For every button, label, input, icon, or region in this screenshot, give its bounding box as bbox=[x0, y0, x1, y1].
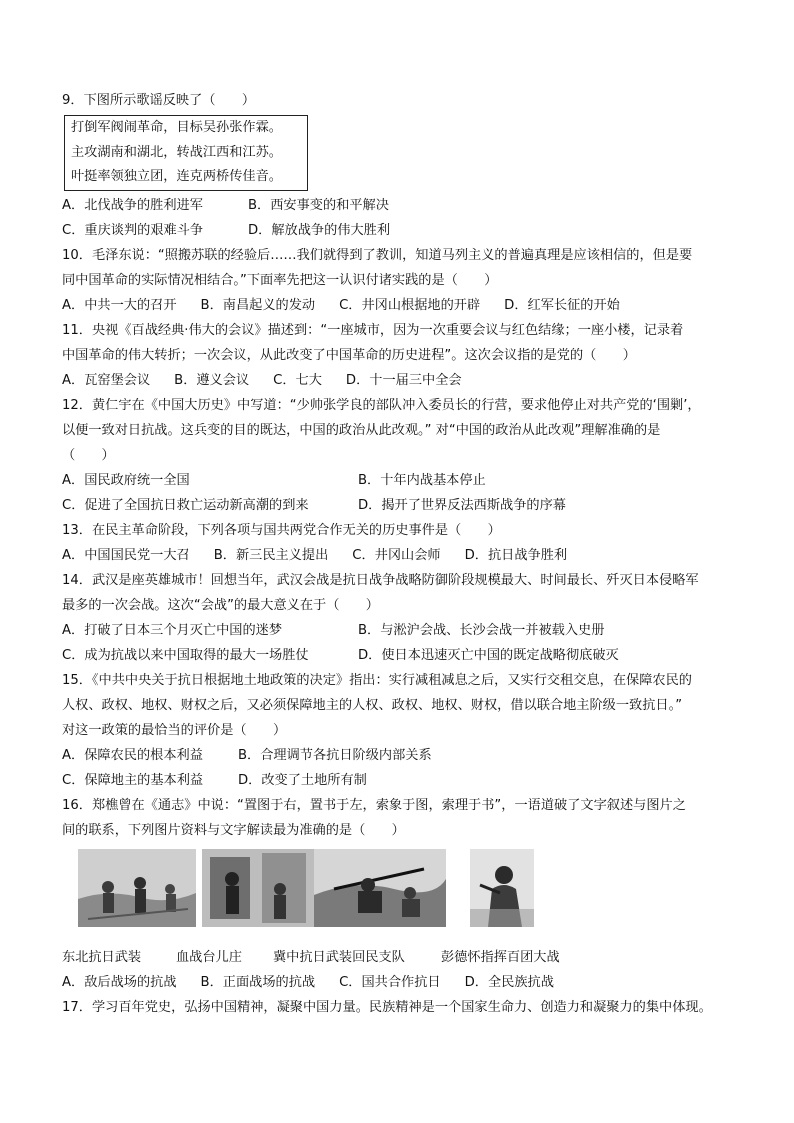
q11-options-row bbox=[62, 368, 752, 393]
q10-option-b[interactable]: B．南昌起义的发动 bbox=[200, 297, 316, 313]
q10-option-a[interactable]: A．中共一大的召开 bbox=[62, 297, 177, 313]
q14-stem-line: 14．武汉是座英雄城市！回想当年，武汉会战是抗日战争战略防御阶段规模最大、时间最长、歼灭日本侵略军 bbox=[62, 572, 699, 588]
q16-stem-line: 16．郑樵曾在《通志》中说：“置图于右，置书于左，索象于图，索理于书”，一语道破了文字叙述与图片之 bbox=[62, 797, 686, 813]
q14-options-row bbox=[62, 618, 752, 643]
q14-option-c[interactable]: C．成为抗战以来中国取得的最大一场胜仗 bbox=[62, 647, 309, 663]
caption-peng-dehuai-hundred-regiments: 彭德怀指挥百团大战 bbox=[441, 949, 560, 965]
q12-stem-line: 12．黄仁宇在《中国大历史》中写道：“少帅张学良的部队冲入委员长的行营，要求他停止对共产党的‘围剿’， bbox=[62, 397, 701, 413]
q16-options-row bbox=[62, 970, 752, 995]
q12-option-d[interactable]: D．揭开了世界反法西斯战争的序幕 bbox=[358, 497, 566, 513]
q12-options-row bbox=[62, 468, 752, 493]
q15-stem-line: 人权、政权、地权、财权之后，又必须保障地主的人权、政权、地权、财权，借以联合地主阶级一致抗日。” bbox=[62, 697, 683, 713]
q13-option-b[interactable]: B．新三民主义提出 bbox=[213, 547, 329, 563]
q13-options-row bbox=[62, 543, 752, 568]
q15-option-c[interactable]: C．保障地主的基本利益 bbox=[62, 772, 204, 788]
q10-option-d[interactable]: D．红军长征的开始 bbox=[504, 297, 620, 313]
q12-options-row bbox=[62, 493, 752, 518]
q17-stem: 17．学习百年党史，弘扬中国精神，凝聚中国力量。民族精神是一个国家生命力、创造力和凝聚力的集中体现。 bbox=[62, 999, 712, 1015]
q9-option-d[interactable]: D．解放战争的伟大胜利 bbox=[248, 222, 391, 238]
q15-option-d[interactable]: D．改变了土地所有制 bbox=[238, 772, 367, 788]
q14-option-a[interactable]: A．打破了日本三个月灭亡中国的迷梦 bbox=[62, 622, 283, 638]
q9-options-row bbox=[62, 193, 752, 218]
q11-option-b[interactable]: B．遵义会议 bbox=[174, 372, 250, 388]
q14-stem-line: 最多的一次会战。这次“会战”的最大意义在于（ ） bbox=[62, 597, 379, 613]
q15-options-row bbox=[62, 743, 752, 768]
q9-song-box bbox=[64, 115, 308, 191]
q16-captions-row bbox=[62, 945, 752, 970]
q12-option-b[interactable]: B．十年内战基本停止 bbox=[358, 472, 486, 488]
q16-option-b[interactable]: B．正面战场的抗战 bbox=[200, 974, 316, 990]
q9-song-line: 叶挺率领独立团，连克两桥传佳音。 bbox=[71, 169, 282, 184]
q14-options-row bbox=[62, 643, 752, 668]
caption-taierzhuang-battle: 血战台儿庄 bbox=[176, 949, 242, 965]
q10-stem-line: 同中国革命的实际情况相结合。”下面率先把这一认识付诸实践的是（ ） bbox=[62, 272, 498, 288]
photo-northeast-anti-japanese-forces bbox=[78, 849, 196, 927]
q15-option-b[interactable]: B．合理调节各抗日阶级内部关系 bbox=[238, 747, 432, 763]
q15-options-row bbox=[62, 768, 752, 793]
photo-taierzhuang-battle bbox=[202, 849, 314, 927]
q13-option-c[interactable]: C．井冈山会师 bbox=[352, 547, 441, 563]
photo-peng-dehuai-hundred-regiments bbox=[470, 849, 534, 927]
q15-stem-line: 对这一政策的最恰当的评价是（ ） bbox=[62, 722, 287, 738]
q10-option-c[interactable]: C．井冈山根据地的开辟 bbox=[339, 297, 481, 313]
q11-option-a[interactable]: A．瓦窑堡会议 bbox=[62, 372, 151, 388]
q9-option-c[interactable]: C．重庆谈判的艰难斗争 bbox=[62, 222, 204, 238]
q13-option-d[interactable]: D．抗日战争胜利 bbox=[464, 547, 568, 563]
q9-stem: 9．下图所示歌谣反映了（ ） bbox=[62, 93, 256, 108]
q10-stem-line: 10．毛泽东说：“照搬苏联的经验后……我们就得到了教训，知道马列主义的普遍真理是应该相信的，但是要 bbox=[62, 247, 693, 263]
q11-option-d[interactable]: D．十一届三中全会 bbox=[345, 372, 462, 388]
q11-stem-line: 中国革命的伟大转折；一次会议，从此改变了中国革命的历史进程”。这次会议指的是党的（ ） bbox=[62, 347, 636, 363]
q12-option-a[interactable]: A．国民政府统一全国 bbox=[62, 472, 190, 488]
caption-jizhong-hui-detachment: 冀中抗日武装回民支队 bbox=[273, 949, 405, 965]
q15-option-a[interactable]: A．保障农民的根本利益 bbox=[62, 747, 203, 763]
q16-option-d[interactable]: D．全民族抗战 bbox=[464, 974, 554, 990]
q10-options-row bbox=[62, 293, 752, 318]
q11-stem-line: 11．央视《百战经典·伟大的会议》描述到：“一座城市，因为一次重要会议与红色结缘；一座小楼，记录着 bbox=[62, 322, 684, 338]
q9-song-line: 主攻湖南和湖北，转战江西和江苏。 bbox=[71, 144, 282, 160]
q11-option-c[interactable]: C．七大 bbox=[273, 372, 322, 388]
q16-option-a[interactable]: A．敌后战场的抗战 bbox=[62, 974, 177, 990]
q15-stem-line: 15．《中共中央关于抗日根据地土地政策的决定》指出：实行减租减息之后，又实行交租交息，在保障农民的 bbox=[62, 672, 692, 688]
q13-stem: 13．在民主革命阶段，下列各项与国共两党合作无关的历史事件是（ ） bbox=[62, 522, 501, 538]
photo-jizhong-hui-detachment bbox=[314, 849, 446, 927]
q9-option-a[interactable]: A．北伐战争的胜利进军 bbox=[62, 197, 203, 213]
q16-option-c[interactable]: C．国共合作抗日 bbox=[339, 974, 441, 990]
exam-page bbox=[62, 88, 752, 1020]
q12-option-c[interactable]: C．促进了全国抗日救亡运动新高潮的到来 bbox=[62, 497, 309, 513]
q16-stem-line: 间的联系，下列图片资料与文字解读最为准确的是（ ） bbox=[62, 822, 405, 838]
q9-song-line: 打倒军阀闹革命，目标吴孙张作霖。 bbox=[71, 120, 282, 135]
q13-option-a[interactable]: A．中国国民党一大召 bbox=[62, 547, 190, 563]
caption-northeast-anti-japanese-forces: 东北抗日武装 bbox=[62, 949, 142, 965]
q12-stem-line: （ ） bbox=[62, 447, 115, 463]
q9-option-b[interactable]: B．西安事变的和平解决 bbox=[248, 197, 389, 213]
q14-option-d[interactable]: D．使日本迅速灭亡中国的既定战略彻底破灭 bbox=[358, 647, 619, 663]
q14-option-b[interactable]: B．与淞沪会战、长沙会战一并被载入史册 bbox=[358, 622, 605, 638]
q9-options-row bbox=[62, 218, 752, 243]
q16-photo-strip bbox=[62, 849, 752, 945]
q12-stem-line: 以便一致对日抗战。这兵变的目的既达，中国的政治从此改观。” 对“中国的政治从此改观”理解准确的是 bbox=[62, 422, 661, 438]
